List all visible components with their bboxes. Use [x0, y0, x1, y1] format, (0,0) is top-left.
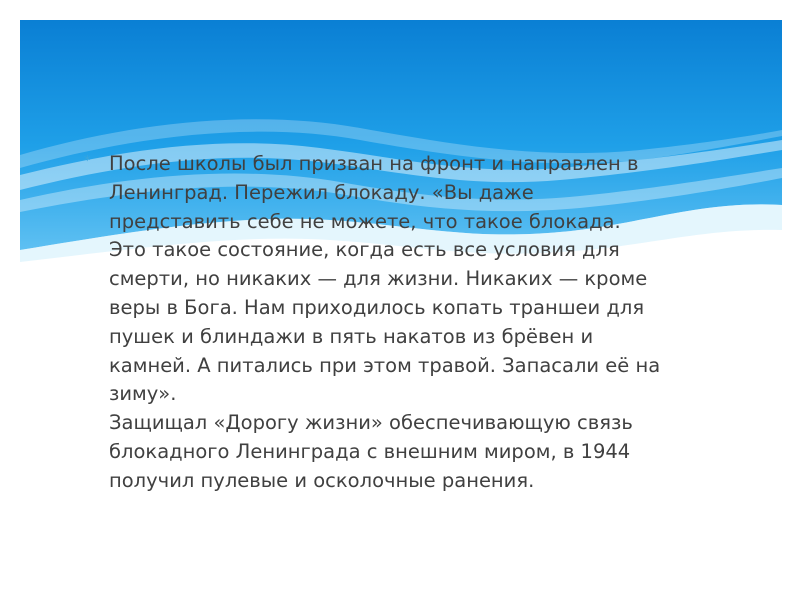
text-line: блокадного Ленинграда с внешним миром, в 1944 — [109, 439, 631, 463]
text-line: веры в Бога. Нам приходилось копать траншеи для — [109, 295, 645, 319]
text-line: смерти, но никаких — для жизни. Никаких — кроме — [109, 267, 648, 291]
text-line: Защищал «Дорогу жизни» обеспечивающую связь — [109, 411, 633, 435]
text-line: пушек и блиндажи в пять накатов из брёвен и — [109, 324, 594, 348]
text-line: получил пулевые и осколочные ранения. — [109, 468, 535, 492]
text-line: Ленинград. Пережил блокаду. «Вы даже — [109, 180, 534, 204]
text-line: камней. А питались при этом травой. Запасали её на — [109, 353, 661, 377]
text-line: представить себе не можете, что такое блокада. — [109, 209, 621, 233]
bullet-paragraph — [84, 150, 714, 496]
bullet-star-icon: * — [84, 154, 91, 169]
text-line: зиму». — [109, 382, 177, 406]
text-line: Это такое состояние, когда есть все условия для — [109, 238, 620, 262]
slide-body — [84, 150, 714, 496]
text-line: После школы был призван на фронт и направлен в — [109, 152, 639, 175]
